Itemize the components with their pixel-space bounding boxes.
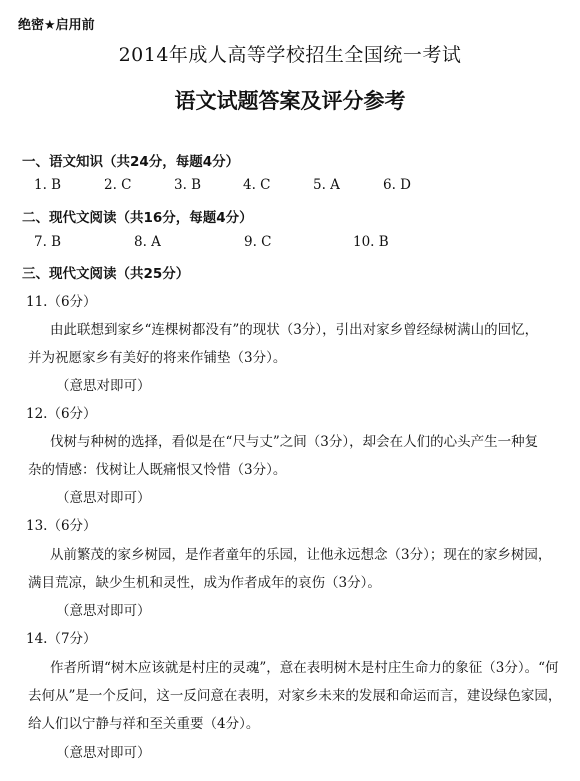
- answer-item: 9. C: [244, 234, 272, 250]
- answer-line: 伐树与种树的选择，看似是在“尺与丈”之间（3分），却会在人们的心头产生一种复: [50, 434, 539, 450]
- question-number: 13.（6分）: [26, 518, 97, 534]
- answer-line: 给人们以宁静与祥和至关重要（4分）。: [28, 716, 260, 732]
- answer-line: 去何从”是一个反问，这一反问意在表明，对家乡未来的发展和命运而言，建设绿色家园，: [28, 688, 562, 704]
- answer-line: 由此联想到家乡“连棵树都没有”的现状（3分），引出对家乡曾经绿树满山的回忆，: [50, 322, 539, 338]
- question-number: 14.（7分）: [26, 631, 97, 647]
- grading-note: （意思对即可）: [56, 603, 151, 619]
- answer-line: 作者所谓“树木应该就是村庄的灵魂”，意在表明树木是村庄生命力的象征（3分）。“何: [50, 660, 559, 676]
- answer-line: 满目荒凉，缺少生机和灵性，成为作者成年的哀伤（3分）。: [28, 575, 381, 591]
- answer-item: 1. B: [34, 177, 62, 193]
- answer-item: 3. B: [174, 177, 202, 193]
- document-title: 语文试题答案及评分参考: [174, 89, 406, 113]
- answer-line: 杂的情感：伐树让人既痛恨又怜惜（3分）。: [28, 462, 287, 478]
- question-number: 12.（6分）: [26, 406, 97, 422]
- answer-item: 5. A: [313, 177, 340, 193]
- answer-item: 10. B: [353, 234, 389, 250]
- grading-note: （意思对即可）: [56, 490, 151, 506]
- answer-item: 7. B: [34, 234, 62, 250]
- question-number: 11.（6分）: [26, 294, 97, 310]
- answer-line: 从前繁茂的家乡树园，是作者童年的乐园，让他永远想念（3分）；现在的家乡树园，: [50, 547, 552, 563]
- section-heading-language-knowledge: 一、语文知识（共24分，每题4分）: [22, 154, 240, 170]
- exam-title: 2014年成人高等学校招生全国统一考试: [118, 44, 462, 66]
- answer-item: 2. C: [104, 177, 132, 193]
- section-heading-modern-reading-1: 二、现代文阅读（共16分，每题4分）: [22, 210, 253, 226]
- answer-line: 并为祝愿家乡有美好的将来作铺垫（3分）。: [28, 350, 287, 366]
- answer-item: 4. C: [243, 177, 271, 193]
- grading-note: （意思对即可）: [56, 745, 151, 761]
- confidential-label: 绝密★启用前: [18, 18, 95, 33]
- answer-item: 6. D: [383, 177, 411, 193]
- grading-note: （意思对即可）: [56, 378, 151, 394]
- section-heading-modern-reading-2: 三、现代文阅读（共25分）: [22, 266, 190, 282]
- answer-item: 8. A: [134, 234, 161, 250]
